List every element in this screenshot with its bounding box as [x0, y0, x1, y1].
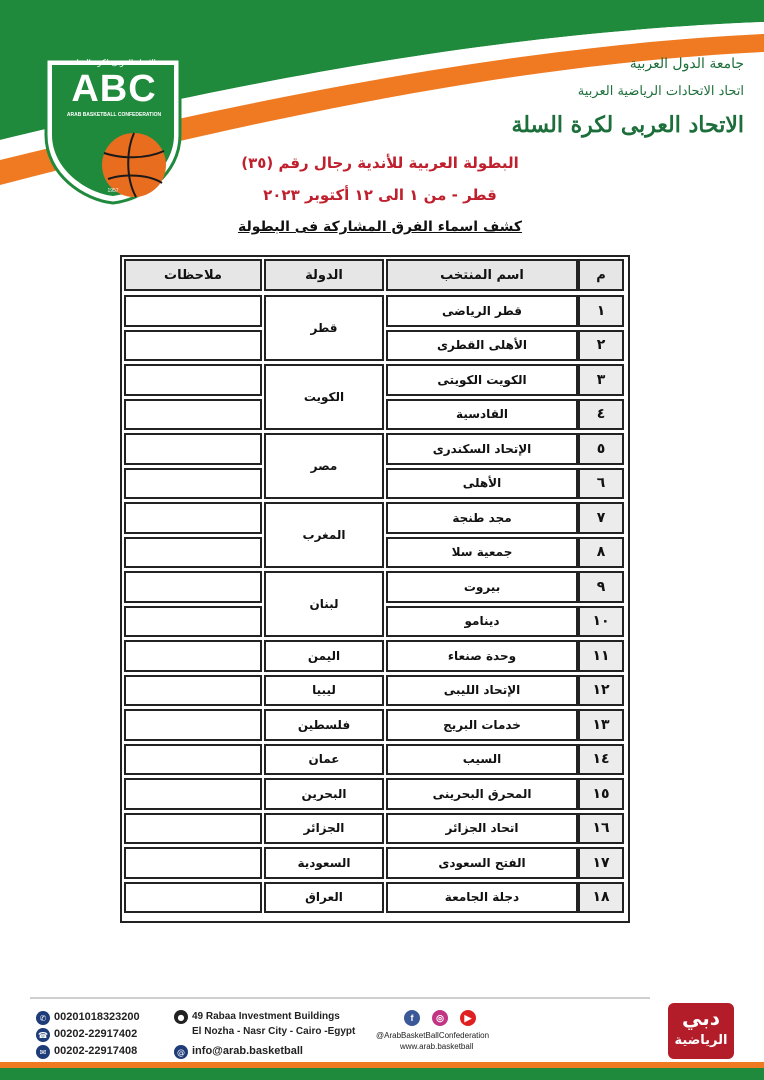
team-name: الأهلى القطرى	[386, 330, 578, 362]
country-cell: العراق	[264, 882, 384, 914]
country-cell: السعودية	[264, 847, 384, 879]
team-name: قطر الرياضى	[386, 295, 578, 327]
country-cell: لبنان	[264, 571, 384, 637]
notes-cell	[124, 571, 262, 603]
header-country: الدولة	[264, 259, 384, 291]
country-cell: فلسطين	[264, 709, 384, 741]
footer-email[interactable]: info@arab.basketball	[192, 1045, 303, 1057]
row-number: ٦	[578, 468, 624, 500]
team-name: الأهلى	[386, 468, 578, 500]
row-number: ١١	[578, 640, 624, 672]
team-name: السيب	[386, 744, 578, 776]
row-number: ١٢	[578, 675, 624, 707]
header-team: اسم المنتخب	[386, 259, 578, 291]
team-name: القادسية	[386, 399, 578, 431]
row-number: ١٨	[578, 882, 624, 914]
footer-phone-2: 00202-22917402	[54, 1028, 138, 1040]
row-number: ١٤	[578, 744, 624, 776]
footer-stripes	[0, 1062, 764, 1080]
whatsapp-icon: ✆	[36, 1011, 50, 1025]
championship-dates: قطر - من ١ الى ١٢ أكتوبر ٢٠٢٣	[263, 186, 497, 204]
footer-address-1: 49 Rabaa Investment Buildings	[192, 1011, 340, 1022]
team-name: دجلة الجامعة	[386, 882, 578, 914]
country-cell: اليمن	[264, 640, 384, 672]
team-name: الإتحاد السكندرى	[386, 433, 578, 465]
notes-cell	[124, 502, 262, 534]
championship-title: البطولة العربية للأندية رجال رقم (٣٥)	[241, 154, 519, 172]
row-number: ٥	[578, 433, 624, 465]
team-name: الكويت الكويتى	[386, 364, 578, 396]
org-arab-league: جامعة الدول العربية	[629, 56, 744, 72]
notes-cell	[124, 813, 262, 845]
row-number: ٧	[578, 502, 624, 534]
sponsor-top-text: دبي	[681, 1006, 720, 1030]
country-cell: المغرب	[264, 502, 384, 568]
fax-icon: ✉	[36, 1045, 50, 1059]
team-name: الفتح السعودى	[386, 847, 578, 879]
teams-table	[120, 255, 630, 923]
team-name: وحدة صنعاء	[386, 640, 578, 672]
facebook-icon[interactable]: f	[404, 1010, 420, 1026]
notes-cell	[124, 330, 262, 362]
footer-social-handle[interactable]: @ArabBasketBallConfederation	[376, 1031, 490, 1040]
team-name: مجد طنجة	[386, 502, 578, 534]
notes-cell	[124, 675, 262, 707]
notes-cell	[124, 640, 262, 672]
row-number: ١٥	[578, 778, 624, 810]
org-sports-federations: اتحاد الاتحادات الرياضية العربية	[577, 84, 744, 99]
notes-cell	[124, 847, 262, 879]
row-number: ١	[578, 295, 624, 327]
team-name: دينامو	[386, 606, 578, 638]
country-cell: مصر	[264, 433, 384, 499]
logo-arabic-text: الاتحاد العربى لكرة السلة	[72, 58, 156, 67]
footer-website[interactable]: www.arab.basketball	[400, 1042, 474, 1051]
notes-cell	[124, 295, 262, 327]
row-number: ٤	[578, 399, 624, 431]
list-title: كشف اسماء الفرق المشاركة فى البطولة	[237, 219, 523, 235]
notes-cell	[124, 433, 262, 465]
footer-divider	[30, 997, 650, 999]
team-name: خدمات البريج	[386, 709, 578, 741]
youtube-icon[interactable]: ▶	[460, 1010, 476, 1026]
notes-cell	[124, 399, 262, 431]
notes-cell	[124, 606, 262, 638]
footer-address-2: El Nozha - Nasr City - Cairo -Egypt	[192, 1026, 356, 1037]
row-number: ٨	[578, 537, 624, 569]
row-number: ٣	[578, 364, 624, 396]
country-cell: الكويت	[264, 364, 384, 430]
team-name: المحرق البحرينى	[386, 778, 578, 810]
notes-cell	[124, 468, 262, 500]
team-name: اتحاد الجزائر	[386, 813, 578, 845]
header-notes: ملاحظات	[124, 259, 262, 291]
notes-cell	[124, 537, 262, 569]
country-cell: ليبيا	[264, 675, 384, 707]
team-name: الإتحاد الليبى	[386, 675, 578, 707]
phone-icon: ☎	[36, 1028, 50, 1042]
footer-phone-1: 00201018323200	[54, 1011, 140, 1023]
row-number: ٢	[578, 330, 624, 362]
instagram-icon[interactable]: ◎	[432, 1010, 448, 1026]
logo-subtitle: ARAB BASKETBALL CONFEDERATION	[66, 112, 162, 118]
notes-cell	[124, 882, 262, 914]
row-number: ١٧	[578, 847, 624, 879]
notes-cell	[124, 364, 262, 396]
notes-cell	[124, 744, 262, 776]
row-number: ١٦	[578, 813, 624, 845]
dubai-sports-logo	[668, 1003, 734, 1059]
country-cell: قطر	[264, 295, 384, 361]
logo-abbreviation: ABC	[71, 68, 157, 110]
row-number: ٩	[578, 571, 624, 603]
email-icon: @	[174, 1045, 188, 1059]
notes-cell	[124, 778, 262, 810]
team-name: جمعية سلا	[386, 537, 578, 569]
row-number: ١٣	[578, 709, 624, 741]
footer-phone-3: 00202-22917408	[54, 1045, 138, 1057]
logo-year: 1957	[107, 188, 119, 194]
country-cell: الجزائر	[264, 813, 384, 845]
location-icon: ●	[174, 1010, 188, 1024]
notes-cell	[124, 709, 262, 741]
country-cell: البحرين	[264, 778, 384, 810]
team-name: بيروت	[386, 571, 578, 603]
sponsor-bottom-text: الرياضية	[674, 1033, 728, 1048]
country-cell: عمان	[264, 744, 384, 776]
row-number: ١٠	[578, 606, 624, 638]
org-basketball-federation: الاتحاد العربى لكرة السلة	[511, 112, 744, 138]
header-num: م	[578, 259, 624, 291]
